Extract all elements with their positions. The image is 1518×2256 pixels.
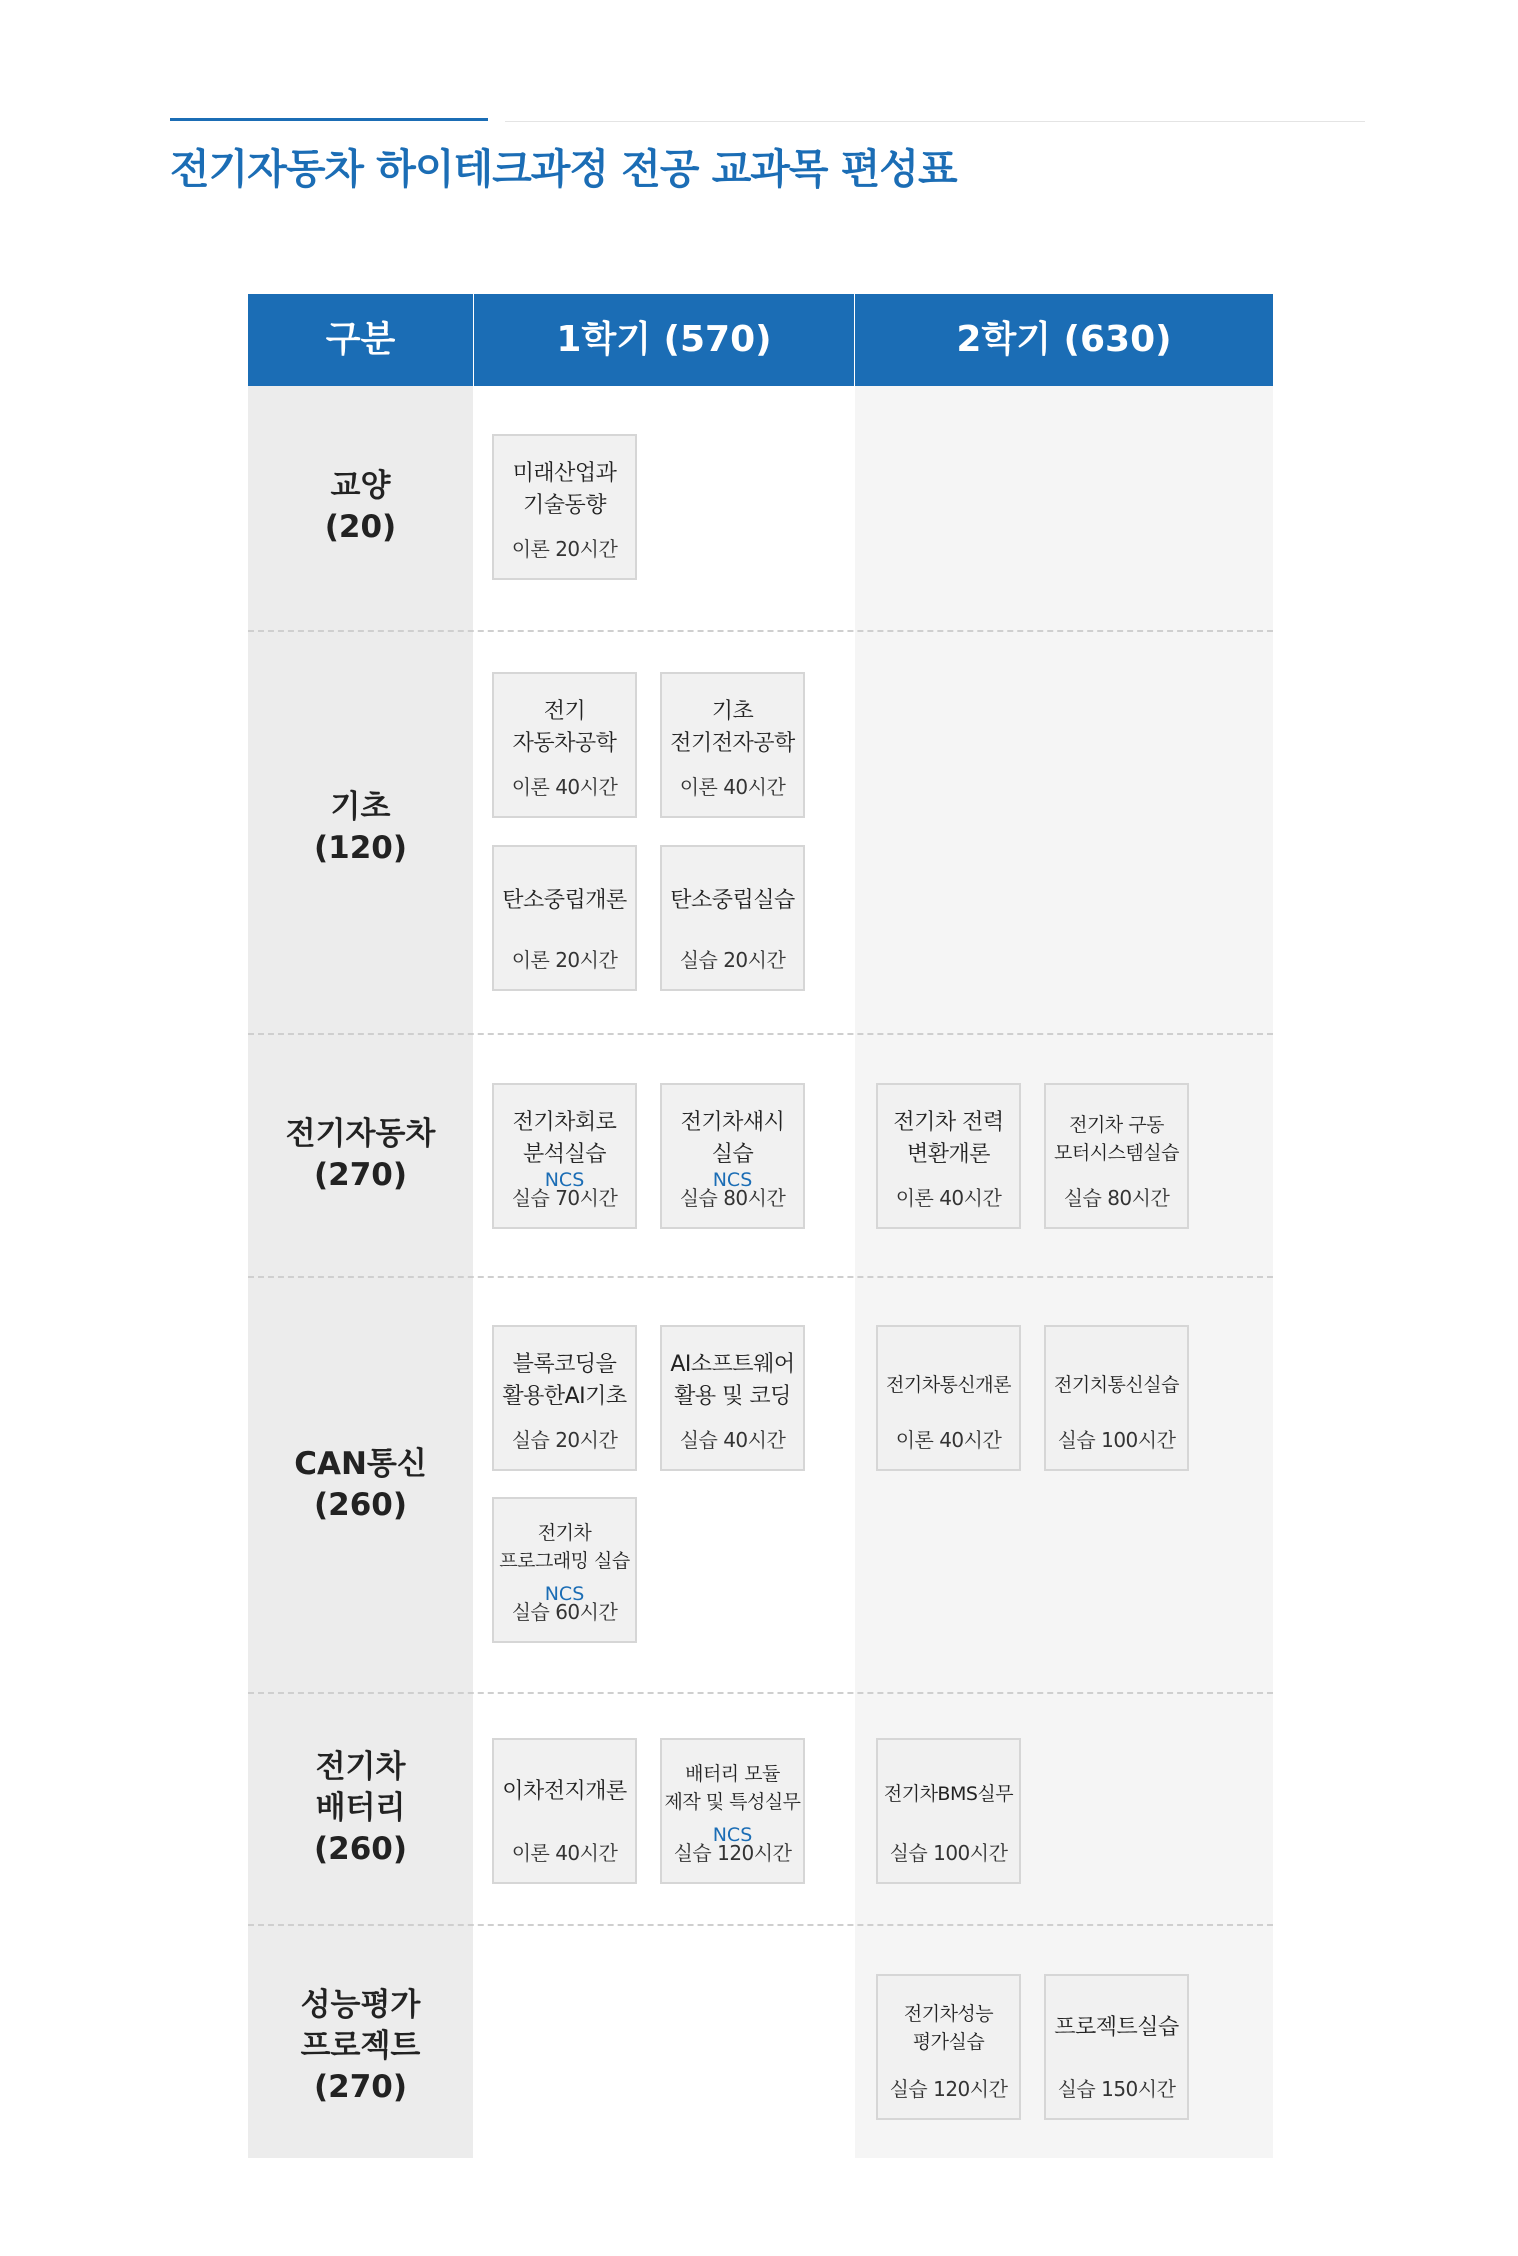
- course-card: 미래산업과 기술동향 이론 20시간: [492, 434, 637, 580]
- row-divider: [248, 630, 1273, 632]
- row-label-basics: 기초 (120): [313, 789, 408, 866]
- course-card: 전기차통신개론 이론 40시간: [876, 1325, 1021, 1471]
- row-divider: [248, 1276, 1273, 1278]
- course-card: 전기차섀시 실습 NCS 실습 80시간: [660, 1083, 805, 1229]
- row-label-performance-project: 성능평가 프로젝트 (270): [300, 1987, 421, 2105]
- course-card: 전기 자동차공학 이론 40시간: [492, 672, 637, 818]
- course-card: 프로젝트실습 실습 150시간: [1044, 1974, 1189, 2120]
- course-card: 기초 전기전자공학 이론 40시간: [660, 672, 805, 818]
- row-label-can-communication: CAN통신 (260): [294, 1446, 427, 1523]
- course-card: 블록코딩을 활용한AI기초 실습 20시간: [492, 1325, 637, 1471]
- course-card: 배터리 모듈 제작 및 특성실무 NCS 실습 120시간: [660, 1738, 805, 1884]
- semester-1-column: [474, 386, 854, 2158]
- header-semester-1: 1학기 (570): [556, 319, 772, 360]
- course-card: 전기차BMS실무 실습 100시간: [876, 1738, 1021, 1884]
- title-divider: [505, 121, 1365, 122]
- row-label-liberal-arts: 교양 (20): [324, 468, 397, 545]
- course-card: AI소프트웨어 활용 및 코딩 실습 40시간: [660, 1325, 805, 1471]
- table-body: [248, 386, 1273, 2158]
- semester-2-column: [855, 386, 1273, 2158]
- row-divider: [248, 1033, 1273, 1035]
- row-divider: [248, 1924, 1273, 1926]
- course-card: 탄소중립개론 이론 20시간: [492, 845, 637, 991]
- row-label-ev-battery: 전기차 배터리 (260): [313, 1749, 408, 1867]
- course-card: 전기차성능 평가실습 실습 120시간: [876, 1974, 1021, 2120]
- course-card: 전기치통신실습 실습 100시간: [1044, 1325, 1189, 1471]
- course-card: 탄소중립실습 실습 20시간: [660, 845, 805, 991]
- category-column: [248, 386, 473, 2158]
- table-header: [248, 294, 1273, 386]
- page-title: 전기자동차 하이테크과정 전공 교과목 편성표: [170, 145, 957, 193]
- course-card: 전기차 전력 변환개론 이론 40시간: [876, 1083, 1021, 1229]
- course-card: 전기차 프로그래밍 실습 NCS 실습 60시간: [492, 1497, 637, 1643]
- header-semester-2: 2학기 (630): [956, 319, 1172, 360]
- row-divider: [248, 1692, 1273, 1694]
- title-accent-rule: [170, 118, 488, 121]
- course-card: 이차전지개론 이론 40시간: [492, 1738, 637, 1884]
- row-label-electric-vehicle: 전기자동차 (270): [285, 1116, 436, 1193]
- header-category: 구분: [325, 319, 396, 360]
- course-card: 전기차 구동 모터시스템실습 실습 80시간: [1044, 1083, 1189, 1229]
- course-card: 전기차회로 분석실습 NCS 실습 70시간: [492, 1083, 637, 1229]
